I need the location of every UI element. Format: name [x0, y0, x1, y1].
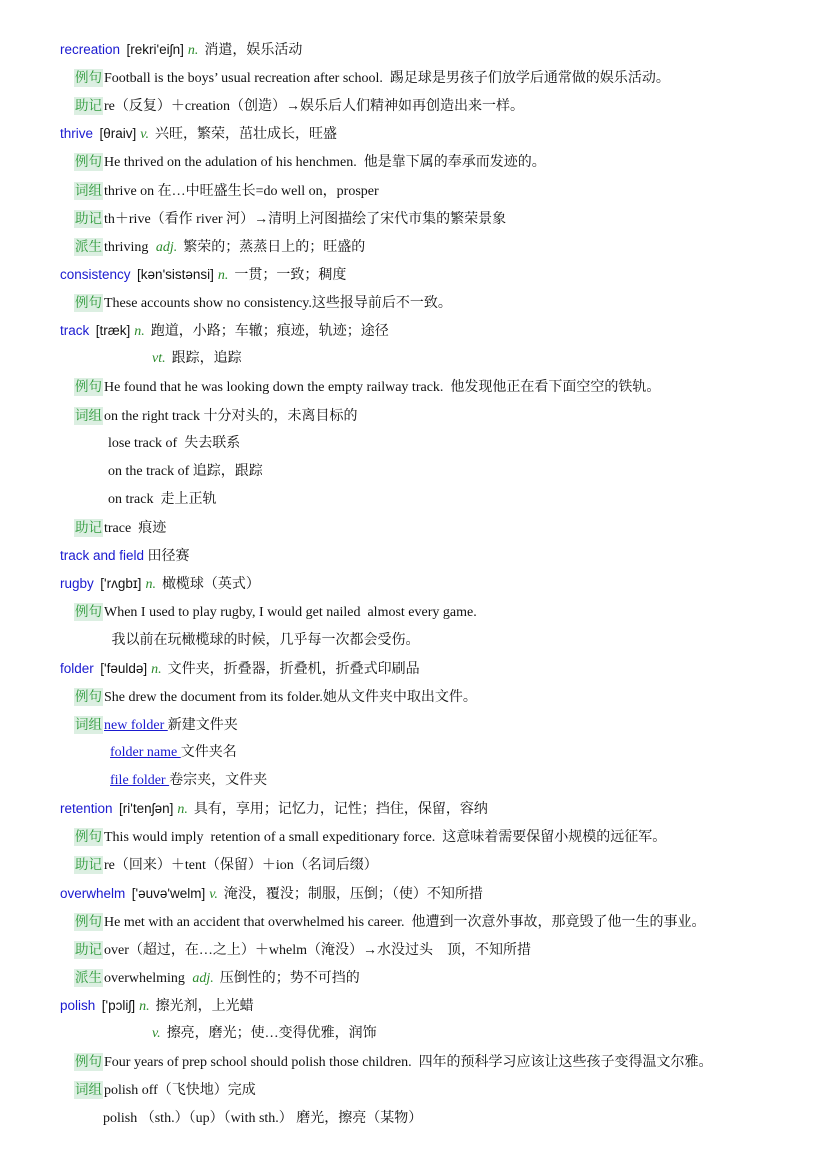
line-text: thrive on 在…中旺盛生长=do well on，prosper: [104, 183, 379, 199]
line-text: These accounts show no consistency.这些报导前后不一致。: [104, 296, 452, 312]
entry-line: [74, 602, 477, 622]
section-tag: 例句: [75, 379, 102, 396]
line-text: This would imply retention of a small expeditionary force. 这意味着需要保留小规模的远征军。: [104, 830, 667, 846]
entry-line: [74, 406, 358, 426]
part-of-speech: n.: [134, 324, 145, 340]
line-text: trace 痕迹: [104, 521, 167, 537]
phonetic: [θraiv]: [99, 126, 137, 142]
section-tag: 例句: [75, 295, 102, 312]
phonetic: [rekri'eiʃn]: [126, 42, 184, 57]
headword: track: [60, 323, 90, 339]
entry-line: [74, 293, 452, 313]
part-of-speech: n.: [139, 999, 150, 1015]
section-tag: 词组: [75, 716, 102, 733]
section-tag: 例句: [75, 688, 102, 705]
definition: 跟踪，追踪: [171, 351, 242, 367]
definition: 文件夹，折叠器，折叠机，折叠式印刷品: [167, 661, 420, 677]
part-of-speech: v.: [209, 886, 218, 902]
entry-headline: [60, 884, 483, 904]
part-of-speech: vt.: [152, 351, 166, 367]
entry-line: [74, 1080, 256, 1100]
entry-headline: [60, 574, 260, 594]
phonetic: ['fəuldə]: [100, 660, 148, 676]
headword: folder: [60, 660, 94, 676]
entry-headline: [60, 124, 337, 144]
section-tag: 助记: [75, 857, 102, 874]
headword: polish: [60, 998, 96, 1014]
line-text: polish （sth.）（up）（with sth.） 磨光，擦亮（某物）: [103, 1110, 423, 1126]
section-tag: 词组: [75, 407, 102, 424]
section-tag: 助记: [75, 520, 102, 537]
entry-line: [110, 771, 267, 791]
line-text: thriving: [104, 239, 149, 255]
definition: 压倒性的；势不可挡的: [219, 970, 360, 986]
entry-line: [74, 181, 379, 201]
phonetic: ['əuvə'welm]: [131, 885, 206, 901]
headword: rugby: [60, 576, 94, 592]
phrase-link[interactable]: folder name: [110, 745, 181, 760]
line-text: He found that he was looking down the empty railway track. 他发现他正在看下面空空的铁轨。: [104, 380, 661, 396]
entry-headline: [60, 996, 254, 1016]
entry-line: [108, 434, 240, 454]
definition: 淹没，覆没；制服，压倒；（使）不知所措: [223, 886, 483, 902]
section-tag: 词组: [75, 182, 102, 199]
section-tag: 例句: [75, 604, 102, 621]
entry-line: [148, 1024, 377, 1044]
line-text: re（回来）＋tent（保留）＋ion（名词后缀）: [104, 858, 378, 874]
entry-headline: [60, 799, 488, 819]
line-text: Four years of prep school should polish those children. 四年的预科学习应该让这些孩子变得温文尔雅。: [104, 1055, 713, 1071]
part-of-speech: n.: [217, 267, 229, 283]
part-of-speech: n.: [151, 661, 162, 677]
phrase-link[interactable]: new folder: [104, 717, 168, 733]
line-text: He thrived on the adulation of his henchmen. 他是靠下属的奉承而发迹的。: [104, 155, 546, 171]
entry-line: [108, 631, 420, 651]
part-of-speech: n.: [187, 43, 199, 58]
entry-line: [110, 743, 237, 763]
section-tag: 例句: [75, 913, 102, 930]
line-text: overwhelming: [104, 970, 185, 986]
headword: retention: [60, 801, 113, 817]
entry-headline: [60, 546, 190, 566]
definition: 具有，享用；记忆力，记性；挡住，保留，容纳: [193, 802, 488, 818]
definition: 田径赛: [147, 549, 190, 565]
entry-line: [74, 715, 238, 735]
entry-line: [74, 237, 365, 257]
part-of-speech: adj.: [155, 239, 178, 255]
entry-line: [74, 827, 666, 847]
part-of-speech: n.: [145, 577, 156, 593]
section-tag: 例句: [75, 829, 102, 846]
phonetic: [træk]: [95, 323, 131, 339]
section-tag: 例句: [75, 70, 102, 87]
phonetic: ['pɔliʃ]: [101, 998, 136, 1014]
entry-line: [74, 96, 524, 116]
line-text: on track 走上正轨: [108, 491, 217, 507]
line-text: over（超过，在…之上）＋whelm（淹没）→水没过头 顶，不知所措: [104, 942, 531, 958]
entry-line: [148, 349, 242, 369]
line-text: Football is the boys’ usual recreation after school. 踢足球是男孩子们放学后通常做的娱乐活动。: [104, 71, 670, 87]
definition: 跑道，小路；车辙；痕迹，轨迹；途径: [150, 324, 389, 340]
entry-line: [108, 462, 263, 482]
line-text: lose track of 失去联系: [108, 435, 241, 451]
entry-headline: [60, 659, 420, 679]
headword: overwhelm: [60, 885, 126, 901]
definition: 繁荣的；蒸蒸日上的；旺盛的: [183, 239, 366, 255]
part-of-speech: v.: [152, 1026, 161, 1042]
section-tag: 词组: [75, 1082, 102, 1099]
entry-line: [74, 912, 706, 932]
entry-line: [74, 940, 531, 960]
entry-headline: [60, 265, 346, 285]
definition: 消遣，娱乐活动: [204, 43, 303, 58]
line-text: th＋rive（看作 river 河）→清明上河图描绘了宋代市集的繁荣景象: [104, 211, 507, 227]
entry-line: [74, 209, 506, 229]
part-of-speech: v.: [140, 127, 149, 143]
phonetic: [kən'sistənsi]: [137, 266, 214, 282]
section-tag: 助记: [75, 210, 102, 227]
line-text: on the right track 十分对头的，未离目标的: [104, 408, 358, 424]
entry-line: [74, 687, 477, 707]
phonetic: ['rʌgbɪ]: [100, 576, 142, 592]
entry-line: [108, 490, 216, 510]
entry-headline: [60, 321, 389, 341]
headword: thrive: [60, 126, 94, 142]
section-tag: 派生: [75, 969, 102, 986]
definition: 兴旺，繁荣，茁壮成长，旺盛: [154, 127, 337, 143]
phrase-link[interactable]: file folder: [110, 773, 170, 789]
definition: 擦亮，磨光；使…变得优雅，润饰: [166, 1026, 377, 1042]
entry-line: [74, 1052, 713, 1072]
line-text: polish off（飞快地）完成: [104, 1083, 256, 1099]
entry-headline: [60, 40, 302, 60]
line-text: on the track of 追踪，跟踪: [108, 463, 263, 479]
part-of-speech: n.: [177, 802, 188, 818]
headword: recreation: [60, 42, 121, 57]
line-text: 卷宗夹，文件夹: [169, 773, 268, 789]
line-text: When I used to play rugby, I would get nailed almost every game.: [104, 605, 477, 621]
line-text: She drew the document from its folder.她从文件夹中取出文件。: [104, 689, 477, 705]
definition: 擦光剂，上光蜡: [155, 999, 254, 1015]
entry-line: [74, 377, 660, 397]
section-tag: 助记: [75, 941, 102, 958]
line-text: He met with an accident that overwhelmed his career. 他遭到一次意外事故，那竟毁了他一生的事业。: [104, 914, 706, 930]
line-text: re（反复）＋creation（创造）→娱乐后人们精神如再创造出来一样。: [104, 99, 524, 115]
headword: consistency: [60, 266, 131, 282]
section-tag: 例句: [75, 154, 102, 171]
section-tag: 派生: [75, 238, 102, 255]
part-of-speech: adj.: [192, 970, 214, 986]
entry-line: [103, 1109, 422, 1129]
definition: 橄榄球（英式）: [161, 577, 260, 593]
phonetic: [ri'tenʃən]: [119, 801, 174, 817]
entry-line: [74, 968, 360, 988]
headword: track and field: [60, 548, 145, 564]
entry-line: [74, 152, 546, 172]
line-text: 我以前在玩橄榄球的时候，几乎每一次都会受伤。: [108, 632, 420, 648]
definition: 一贯；一致；稠度: [234, 267, 347, 283]
section-tag: 助记: [75, 98, 102, 115]
section-tag: 例句: [75, 1054, 102, 1071]
entry-line: [74, 518, 166, 538]
line-text: 新建文件夹: [167, 717, 238, 733]
line-text: 文件夹名: [180, 745, 237, 760]
entry-line: [74, 855, 378, 875]
entry-line: [74, 68, 670, 88]
